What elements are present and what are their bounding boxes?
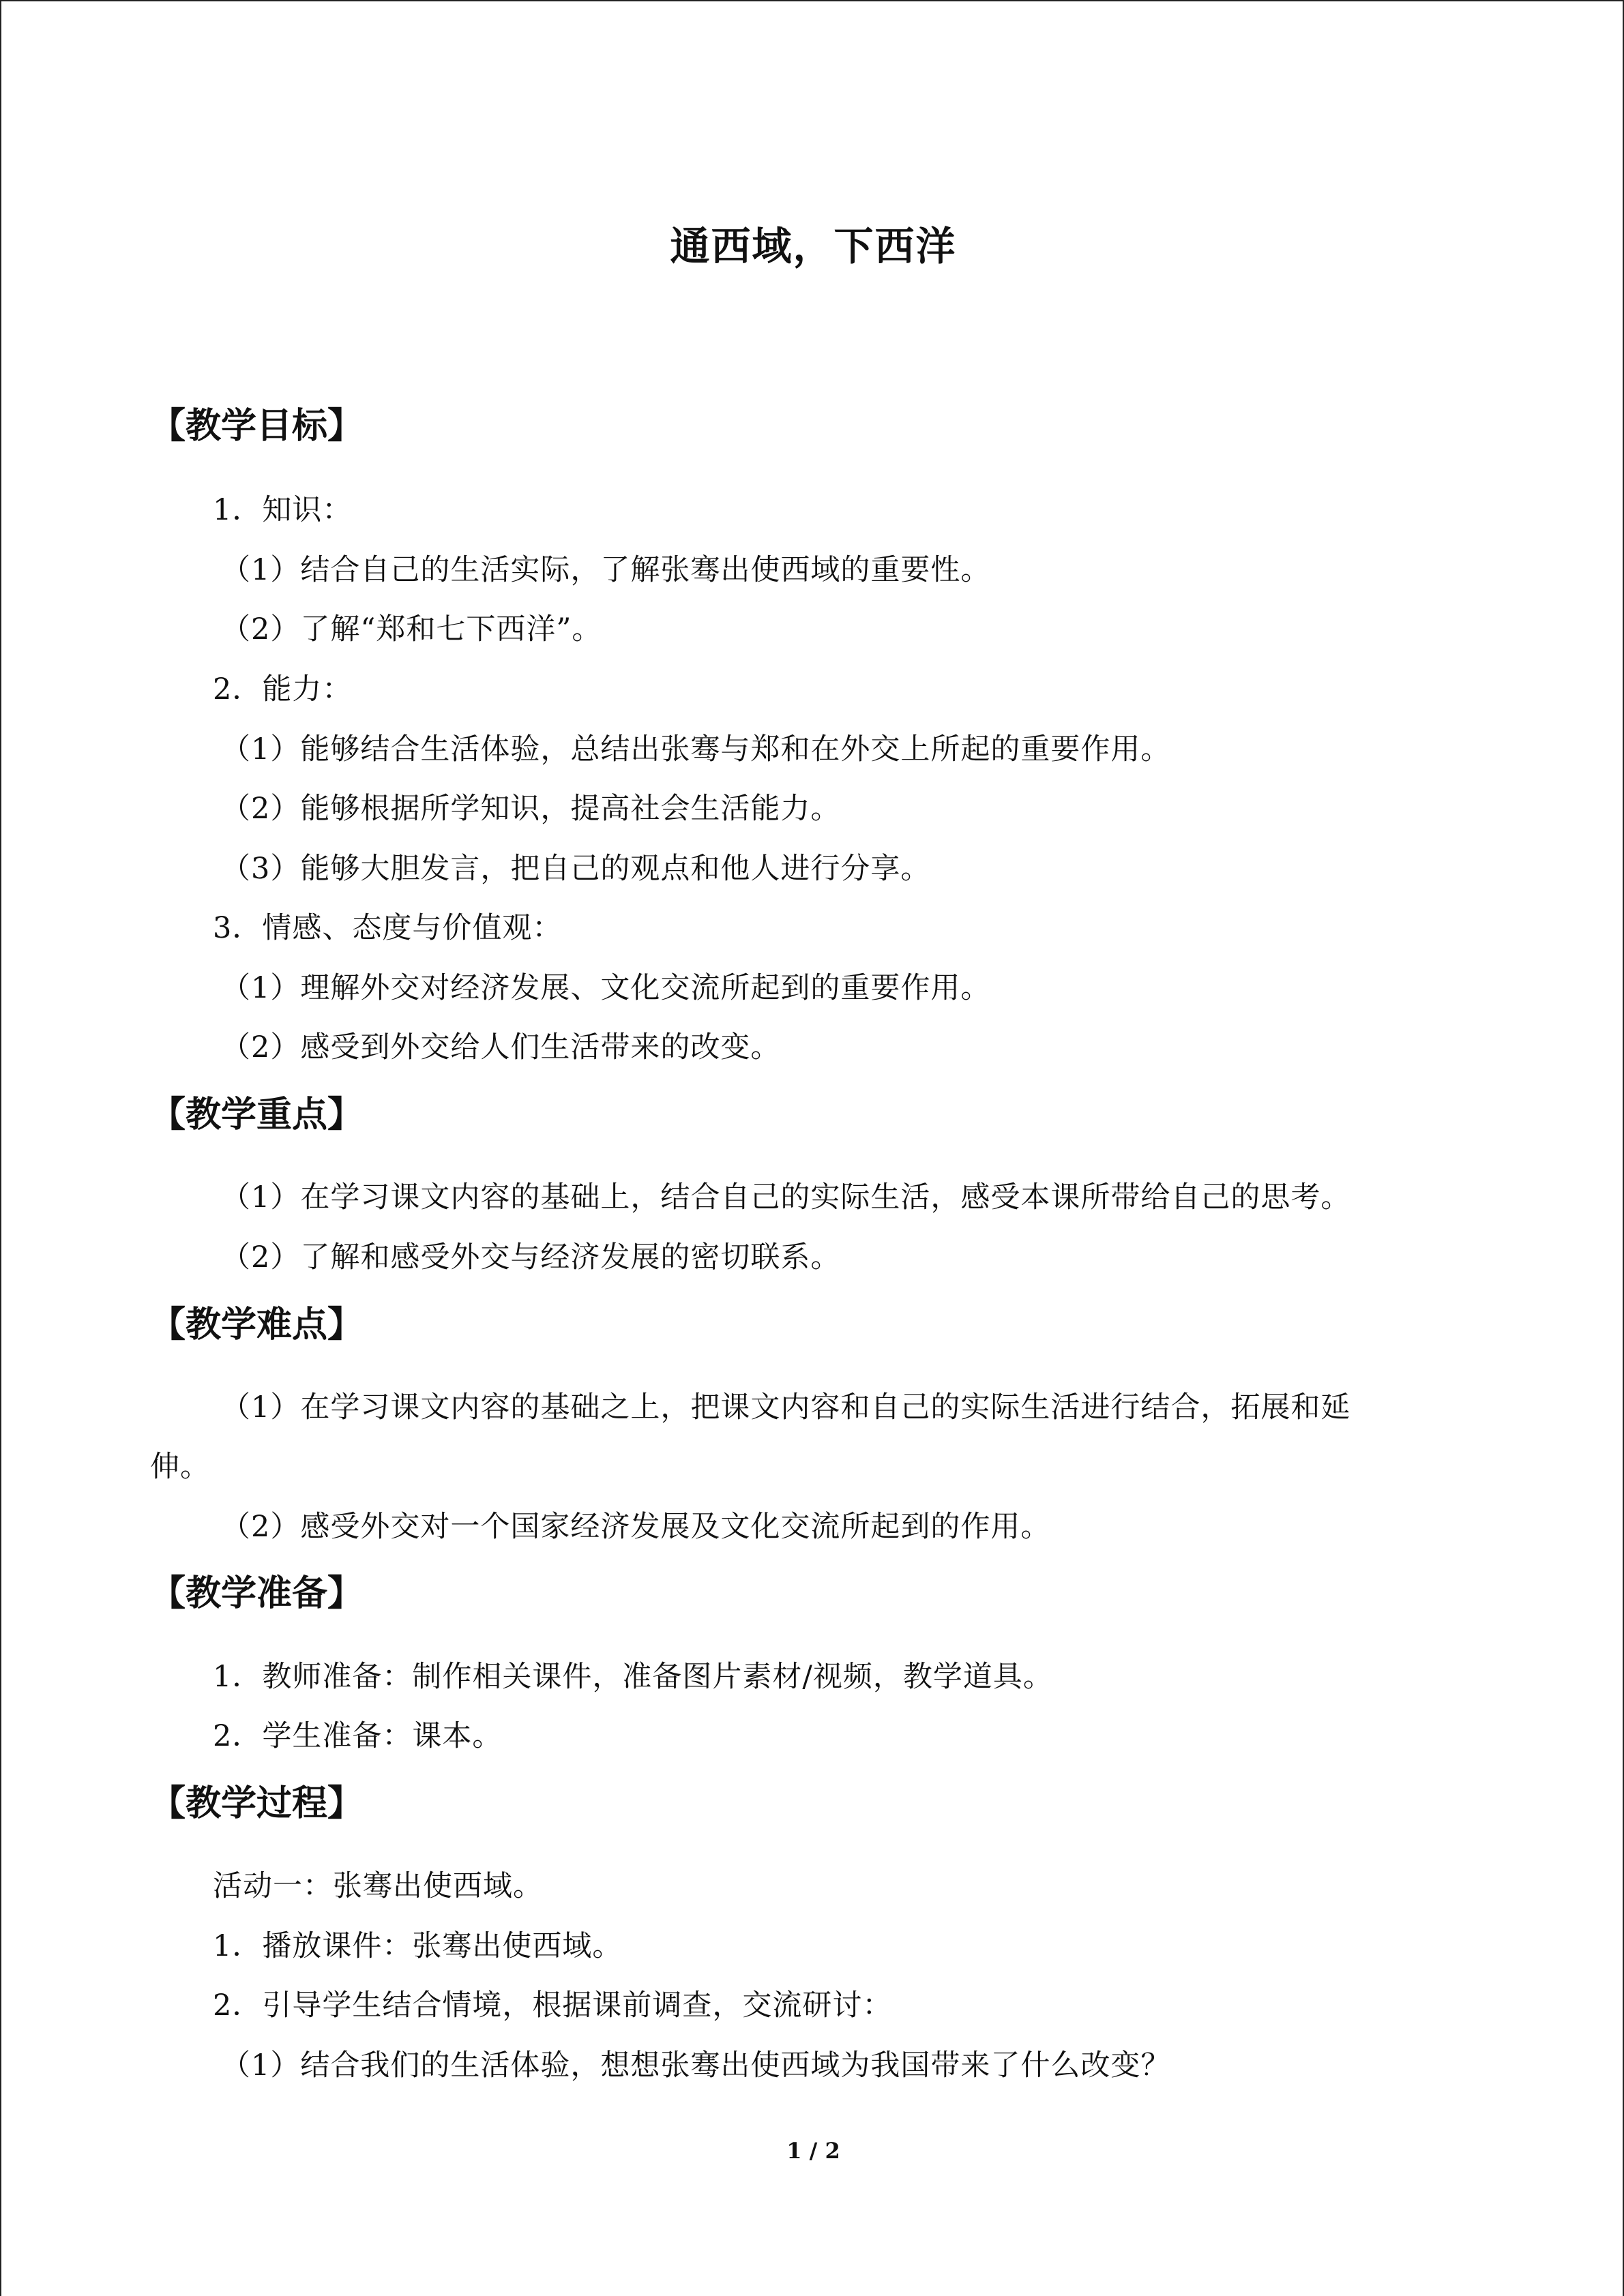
process-line: （1）结合我们的生活体验，想想张骞出使西域为我国带来了什么改变？ <box>221 2048 1171 2083</box>
objectives-line: （2）了解“郑和七下西洋”。 <box>221 612 602 646</box>
objectives-line: （1）能够结合生活体验，总结出张骞与郑和在外交上所起的重要作用。 <box>221 732 1171 766</box>
preparation-line: 1．教师准备：制作相关课件，准备图片素材/视频，教学道具。 <box>213 1660 1053 1694</box>
difficulties-line: （2）感受外交对一个国家经济发展及文化交流所起到的作用。 <box>221 1510 1051 1544</box>
process-line: 2．引导学生结合情境，根据课前调查，交流研讨： <box>213 1988 893 2023</box>
objectives-line: （1）结合自己的生活实际，了解张骞出使西域的重要性。 <box>221 553 991 587</box>
objectives-line: 3．情感、态度与价值观： <box>213 911 563 945</box>
objectives-line: 1．知识： <box>213 493 353 527</box>
objectives-line: （1）理解外交对经济发展、文化交流所起到的重要作用。 <box>221 971 991 1005</box>
document-title: 通西域，下西洋 <box>670 223 957 269</box>
heading-objectives: 【教学目标】 <box>150 406 364 447</box>
difficulties-line: （1）在学习课文内容的基础之上，把课文内容和自己的实际生活进行结合，拓展和延 <box>221 1390 1351 1425</box>
key-points-line: （1）在学习课文内容的基础上，结合自己的实际生活，感受本课所带给自己的思考。 <box>221 1180 1351 1214</box>
process-line: 1．播放课件：张骞出使西域。 <box>213 1929 623 1963</box>
page-number: 1 / 2 <box>786 2138 840 2164</box>
objectives-line: （3）能够大胆发言，把自己的观点和他人进行分享。 <box>221 852 931 886</box>
preparation-line: 2．学生准备：课本。 <box>213 1719 503 1753</box>
heading-preparation: 【教学准备】 <box>150 1573 364 1614</box>
objectives-line: （2）能够根据所学知识，提高社会生活能力。 <box>221 792 841 826</box>
key-points-line: （2）了解和感受外交与经济发展的密切联系。 <box>221 1240 841 1274</box>
difficulties-line: 伸。 <box>150 1450 210 1484</box>
heading-process: 【教学过程】 <box>150 1783 364 1824</box>
objectives-line: 2．能力： <box>213 672 353 706</box>
process-line: 活动一：张骞出使西域。 <box>213 1869 543 1903</box>
heading-key-points: 【教学重点】 <box>150 1094 364 1135</box>
objectives-line: （2）感受到外交给人们生活带来的改变。 <box>221 1030 781 1064</box>
heading-difficulties: 【教学难点】 <box>150 1304 364 1345</box>
